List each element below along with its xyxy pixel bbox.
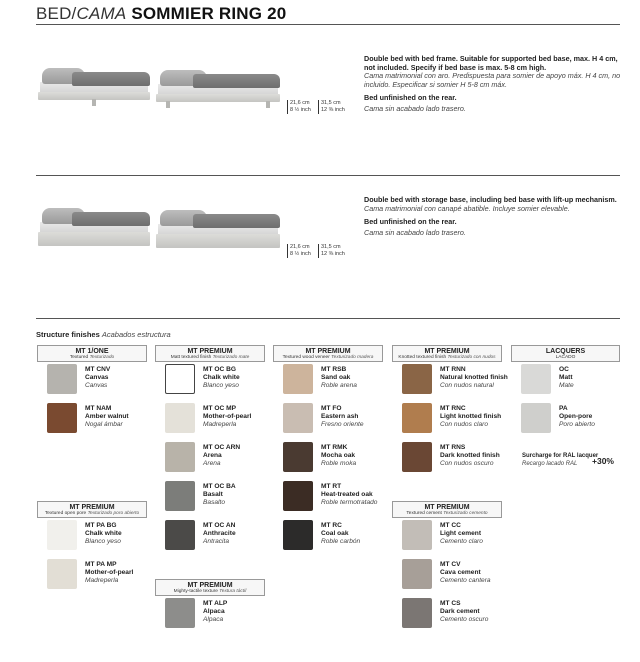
finish-code: MT CC bbox=[440, 522, 461, 529]
finish-name-es: Madreperla bbox=[85, 577, 119, 584]
note-es: Cama sin acabado lado trasero. bbox=[364, 227, 466, 237]
finish-swatch bbox=[402, 442, 432, 472]
finish-swatch bbox=[165, 442, 195, 472]
finish-name-es: Basalto bbox=[203, 499, 225, 506]
finish-name: Light knotted finish bbox=[440, 413, 502, 420]
finish-name: Dark knotted finish bbox=[440, 452, 500, 459]
finish-label bbox=[440, 522, 483, 546]
finish-name-es: Poro abierto bbox=[559, 421, 595, 428]
finish-name: Open-pore bbox=[559, 413, 593, 420]
finish-group bbox=[37, 345, 147, 440]
finish-swatch bbox=[165, 520, 195, 550]
finish-name-es: Cemento cantera bbox=[440, 577, 491, 584]
finish-label bbox=[440, 600, 488, 624]
finish-label bbox=[203, 522, 236, 546]
finish-label bbox=[85, 366, 110, 390]
finish-label bbox=[440, 405, 501, 429]
bed-image-front bbox=[38, 66, 150, 106]
finish-swatch bbox=[165, 481, 195, 511]
dimension-height-4: 31,5 cm 12 ⅜ inch bbox=[321, 244, 345, 258]
finish-code: MT OC AN bbox=[203, 522, 236, 529]
product-description-1 bbox=[364, 55, 622, 114]
description-es: Cama matrimonial con canapé abatible. Incluye somier elevable. bbox=[364, 203, 570, 213]
note-es: Cama sin acabado lado trasero. bbox=[364, 103, 466, 113]
finish-swatch-item[interactable] bbox=[155, 401, 265, 440]
finish-label bbox=[203, 444, 240, 468]
finish-name-es: Madreperla bbox=[203, 421, 237, 428]
finish-group-title: MT PREMIUM bbox=[187, 582, 233, 589]
note-en: Bed unfinished on the rear. bbox=[364, 93, 457, 103]
finish-code: MT RNS bbox=[440, 444, 466, 451]
finish-label bbox=[321, 483, 377, 507]
finish-group-header bbox=[155, 579, 265, 595]
finish-swatch bbox=[402, 598, 432, 628]
finish-group-header bbox=[37, 501, 147, 517]
finish-group-header bbox=[511, 345, 620, 361]
finish-label bbox=[85, 561, 133, 585]
title-prefix: BED/ bbox=[36, 4, 77, 23]
finish-label bbox=[203, 366, 240, 390]
finish-code: MT PA BG bbox=[85, 522, 117, 529]
finish-group bbox=[511, 345, 620, 440]
finish-name-es: Cemento oscuro bbox=[440, 616, 489, 623]
finish-name: Chalk white bbox=[85, 530, 122, 537]
dimension-height-2: 31,5 cm 12 ⅜ inch bbox=[321, 100, 345, 114]
finish-code: MT OC BG bbox=[203, 366, 236, 373]
finish-name: Sand oak bbox=[321, 374, 351, 381]
middle-rule bbox=[36, 175, 620, 176]
finish-group-title: MT 1/ONE bbox=[75, 348, 109, 355]
finish-label bbox=[203, 405, 251, 429]
finish-swatch-item[interactable] bbox=[392, 362, 508, 401]
finish-swatch-item[interactable] bbox=[37, 401, 147, 440]
finish-group-subtitle: Textured cement Texturizado cemento bbox=[406, 511, 488, 516]
ral-surcharge-label: Surcharge for RAL lacquer Recargo lacado RAL bbox=[522, 453, 599, 467]
finish-swatch bbox=[165, 403, 195, 433]
finish-label bbox=[85, 405, 129, 429]
finish-name-es: Con nudos claro bbox=[440, 421, 489, 428]
finish-swatch bbox=[283, 481, 313, 511]
structure-finishes-heading: Structure finishes Acabados estructura bbox=[36, 330, 171, 339]
finish-group bbox=[155, 345, 265, 557]
finish-name-es: Nogal ámbar bbox=[85, 421, 123, 428]
finish-swatch bbox=[47, 364, 77, 394]
finish-swatch-item[interactable] bbox=[37, 557, 147, 596]
finish-name: Natural knotted finish bbox=[440, 374, 508, 381]
finish-code: MT RT bbox=[321, 483, 342, 490]
finish-name: Mother-of-pearl bbox=[85, 569, 134, 576]
dimension-height-1: 21,6 cm 8 ½ inch bbox=[290, 100, 311, 114]
finish-swatch bbox=[402, 520, 432, 550]
finish-label bbox=[85, 522, 122, 546]
finish-group-header bbox=[273, 345, 383, 361]
finish-name-es: Con nudos oscuro bbox=[440, 460, 494, 467]
finish-swatch-item[interactable] bbox=[37, 518, 147, 557]
finish-group-subtitle: Knotted textured finish Texturizado con nudos bbox=[398, 355, 496, 360]
finish-swatch-item[interactable] bbox=[392, 440, 502, 479]
finish-group bbox=[155, 579, 265, 635]
finish-name-es: Blanco yeso bbox=[203, 382, 239, 389]
finish-name: Mother-of-pearl bbox=[203, 413, 252, 420]
finish-name-es: Alpaca bbox=[203, 616, 224, 623]
finish-label bbox=[203, 600, 227, 624]
finish-group-header bbox=[155, 345, 265, 361]
finish-name-es: Roble termotratado bbox=[321, 499, 378, 506]
finish-name: Basalt bbox=[203, 491, 223, 498]
finish-swatch-item[interactable] bbox=[155, 440, 265, 479]
finish-group-subtitle: LACADO bbox=[555, 355, 576, 360]
finish-code: MT ALP bbox=[203, 600, 228, 607]
finish-name-es: Antracita bbox=[203, 538, 230, 545]
finish-group-subtitle: Matt textured finish Texturizado mate bbox=[170, 355, 250, 360]
finish-group-title: MT PREMIUM bbox=[424, 504, 470, 511]
finish-label bbox=[440, 444, 500, 468]
finish-name: Amber walnut bbox=[85, 413, 129, 420]
finish-code: MT RNC bbox=[440, 405, 466, 412]
finish-swatch-item[interactable] bbox=[273, 518, 383, 557]
finish-swatch bbox=[47, 559, 77, 589]
finish-name: Light cement bbox=[440, 530, 482, 537]
finish-swatch bbox=[47, 403, 77, 433]
finish-swatch-item[interactable] bbox=[155, 362, 265, 401]
finish-label bbox=[321, 405, 364, 429]
finish-swatch bbox=[521, 364, 551, 394]
description-en: Double bed with bed frame. Suitable for supported bed base, max. H 4 cm, not included. Specify if bed base is max. 5-8 cm high. bbox=[364, 54, 618, 72]
finish-name-es: Cemento claro bbox=[440, 538, 483, 545]
finish-swatch-item[interactable] bbox=[392, 518, 502, 557]
finish-group-subtitle: Textured wood veneer Texturizado madera bbox=[282, 355, 374, 360]
finish-code: MT NAM bbox=[85, 405, 112, 412]
finish-label bbox=[440, 561, 491, 585]
finish-code: OC bbox=[559, 366, 569, 373]
finish-swatch-item[interactable] bbox=[273, 440, 383, 479]
finish-swatch bbox=[283, 403, 313, 433]
finish-group bbox=[392, 345, 508, 479]
finish-swatch-item[interactable] bbox=[511, 401, 620, 440]
description-es: Cama matrimonial con aro. Predispuesta para somier de apoyo máx. H 4 cm, no incluido. Especificar si somier H 5-8 cm máx. bbox=[364, 71, 621, 89]
finish-name-es: Roble arena bbox=[321, 382, 357, 389]
finish-swatch-item[interactable] bbox=[273, 362, 383, 401]
finish-swatch bbox=[402, 403, 432, 433]
product-description-2 bbox=[364, 196, 622, 237]
finish-name-es: Arena bbox=[203, 460, 221, 467]
finish-swatch-item[interactable] bbox=[392, 596, 502, 635]
finish-code: MT RSB bbox=[321, 366, 347, 373]
finish-name: Coal oak bbox=[321, 530, 349, 537]
finish-label bbox=[203, 483, 236, 507]
finish-swatch bbox=[283, 520, 313, 550]
finish-swatch-item[interactable] bbox=[273, 479, 383, 518]
finish-swatch bbox=[283, 364, 313, 394]
finish-name-es: Con nudos natural bbox=[440, 382, 494, 389]
finish-name: Matt bbox=[559, 374, 573, 381]
finish-name: Chalk white bbox=[203, 374, 240, 381]
finish-code: MT CS bbox=[440, 600, 461, 607]
finish-name: Alpaca bbox=[203, 608, 225, 615]
finish-swatch bbox=[283, 442, 313, 472]
finish-label bbox=[321, 522, 360, 546]
finish-swatch-item[interactable] bbox=[37, 362, 147, 401]
finish-name: Canvas bbox=[85, 374, 109, 381]
finish-group-header bbox=[392, 501, 502, 517]
finish-label bbox=[321, 444, 356, 468]
finish-group-subtitle: Textured open pore Texturizado poro abierto bbox=[44, 511, 140, 516]
finish-code: MT OC MP bbox=[203, 405, 236, 412]
bed-image-side bbox=[156, 66, 280, 108]
finish-label bbox=[440, 366, 508, 390]
finish-group bbox=[392, 501, 502, 635]
finish-group-subtitle: Textured Texturizado bbox=[69, 355, 115, 360]
finish-group-header bbox=[37, 345, 147, 361]
finish-name: Cava cement bbox=[440, 569, 481, 576]
finish-code: MT RC bbox=[321, 522, 342, 529]
finish-swatch-item[interactable] bbox=[155, 479, 265, 518]
finish-label bbox=[559, 405, 595, 429]
finish-swatch bbox=[402, 364, 432, 394]
product-name: SOMMIER RING 20 bbox=[131, 4, 287, 23]
page-title bbox=[36, 4, 286, 24]
finish-code: MT RMK bbox=[321, 444, 348, 451]
finish-name: Anthracite bbox=[203, 530, 236, 537]
finish-code: MT CNV bbox=[85, 366, 111, 373]
ral-surcharge-percent: +30% bbox=[592, 456, 614, 466]
finish-name-es: Canvas bbox=[85, 382, 108, 389]
finish-swatch-item[interactable] bbox=[273, 401, 383, 440]
lower-rule bbox=[36, 318, 620, 319]
finish-code: MT FO bbox=[321, 405, 342, 412]
finish-name: Mocha oak bbox=[321, 452, 356, 459]
finish-group-header bbox=[392, 345, 502, 361]
finish-label bbox=[559, 366, 574, 390]
storage-bed-image-front bbox=[38, 206, 150, 246]
finish-swatch-item[interactable] bbox=[392, 557, 502, 596]
finish-group bbox=[273, 345, 383, 557]
storage-bed-image-side bbox=[156, 208, 280, 248]
finish-name: Eastern ash bbox=[321, 413, 359, 420]
note-en: Bed unfinished on the rear. bbox=[364, 217, 457, 227]
title-prefix-es: CAMA bbox=[76, 4, 127, 23]
finish-name-es: Mate bbox=[559, 382, 574, 389]
finish-swatch-item[interactable] bbox=[511, 362, 620, 401]
finish-name-es: Roble moka bbox=[321, 460, 357, 467]
finish-swatch-item[interactable] bbox=[392, 401, 502, 440]
finish-group-title: MT PREMIUM bbox=[187, 348, 233, 355]
finish-group-title: MT PREMIUM bbox=[305, 348, 351, 355]
finish-code: MT PA MP bbox=[85, 561, 117, 568]
finish-group-title: MT PREMIUM bbox=[424, 348, 470, 355]
finish-name-es: Roble carbón bbox=[321, 538, 361, 545]
finish-name-es: Blanco yeso bbox=[85, 538, 121, 545]
finish-swatch bbox=[165, 598, 195, 628]
finish-swatch bbox=[402, 559, 432, 589]
finish-label bbox=[321, 366, 357, 390]
finish-swatch bbox=[47, 520, 77, 550]
finish-code: PA bbox=[559, 405, 568, 412]
finish-name: Heat-treated oak bbox=[321, 491, 373, 498]
finish-name: Dark cement bbox=[440, 608, 480, 615]
finish-group-subtitle: Mighty-tactile texture Textura táctil bbox=[173, 589, 247, 594]
top-rule bbox=[36, 24, 620, 25]
dimension-height-3: 21,6 cm 8 ½ inch bbox=[290, 244, 311, 258]
description-en: Double bed with storage base, including bed base with lift-up mechanism. bbox=[364, 195, 617, 204]
finish-code: MT RNN bbox=[440, 366, 466, 373]
finish-swatch-item[interactable] bbox=[155, 596, 265, 635]
finish-swatch bbox=[521, 403, 551, 433]
finish-code: MT CV bbox=[440, 561, 461, 568]
finish-name-es: Fresno oriente bbox=[321, 421, 364, 428]
finish-name: Arena bbox=[203, 452, 222, 459]
finish-group bbox=[37, 501, 147, 596]
finish-swatch-item[interactable] bbox=[155, 518, 265, 557]
finish-group-title: LACQUERS bbox=[545, 348, 586, 355]
finish-code: MT OC BA bbox=[203, 483, 236, 490]
finish-swatch bbox=[165, 364, 195, 394]
finish-code: MT OC ARN bbox=[203, 444, 241, 451]
finish-group-title: MT PREMIUM bbox=[69, 504, 115, 511]
